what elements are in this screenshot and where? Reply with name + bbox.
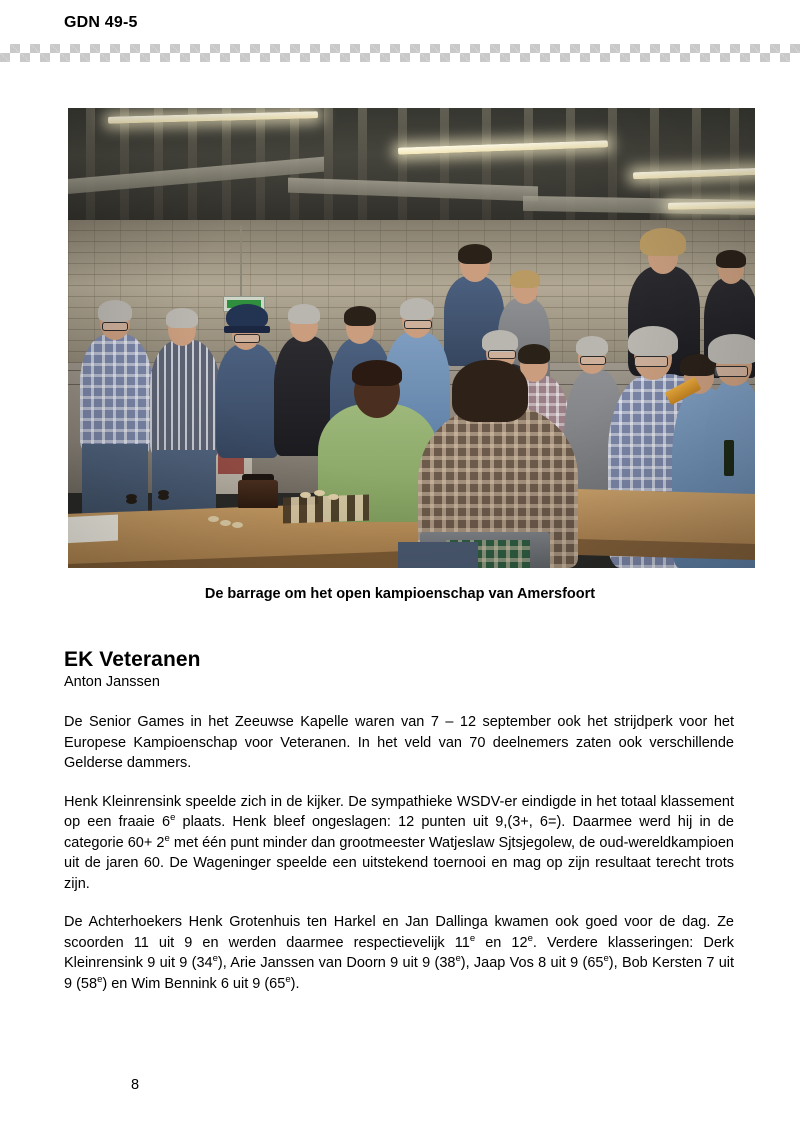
checkered-divider-band	[0, 44, 800, 62]
ordinal-suffix: e	[603, 953, 609, 965]
ordinal-suffix: e	[212, 953, 218, 965]
article-paragraph: De Senior Games in het Zeeuwse Kapelle waren van 7 – 12 september ook het strijdperk voor het Europese Kampioenschap voor Veteranen. In het veld van 70 deelnemers zaten ook verschillende Gelderse dammers.	[64, 714, 734, 771]
article-title: EK Veteranen	[64, 648, 201, 671]
photo-vignette	[68, 108, 755, 568]
page-header-issue: GDN 49-5	[64, 14, 138, 31]
article-body	[64, 648, 734, 1012]
ordinal-suffix: e	[527, 932, 533, 944]
article-author: Anton Janssen	[64, 674, 160, 690]
photo-caption: De barrage om het open kampioenschap van Amersfoort	[204, 586, 596, 602]
article-paragraph: De Achterhoekers Henk Grotenhuis ten Harkel en Jan Dallinga kwamen ook goed voor de dag. Ze scoorden 11 uit 9 en werden daarmee respectievelijk 11e en 12e. Verdere klasseringen: Derk Kleinrensink 9 uit 9 (34e), Arie Janssen van Doorn 9 uit 9 (38e), Jaap Vos 8 uit 9 (65e), Bob Kersten 7 uit 9 (58e) en Wim Bennink 6 uit 9 (65e).	[64, 914, 735, 992]
article-photo	[68, 108, 755, 568]
ordinal-suffix: e	[469, 932, 476, 944]
ordinal-suffix: e	[285, 973, 291, 985]
page-number: 8	[131, 1077, 140, 1093]
ordinal-suffix: e	[164, 832, 170, 844]
ordinal-suffix: e	[97, 973, 103, 985]
ordinal-suffix: e	[170, 812, 176, 824]
ordinal-suffix: e	[455, 953, 461, 965]
article-paragraph: Henk Kleinrensink speelde zich in de kijker. De sympathieke WSDV-er eindigde in het totaal klassement op een fraaie 6e plaats. Henk bleef ongeslagen: 12 punten uit 9,(3+, 6=). Daarmee werd hij in de categorie $60+ 2^e$ met één punt minder dan grootmeester Watjeslaw Sjtsjegolew, de oud-wereldkampioen uit de jaren 60. De Wageninger speelde een uitstekend toernooi en mag op zijn resultaat terecht trots zijn.	[64, 793, 734, 892]
